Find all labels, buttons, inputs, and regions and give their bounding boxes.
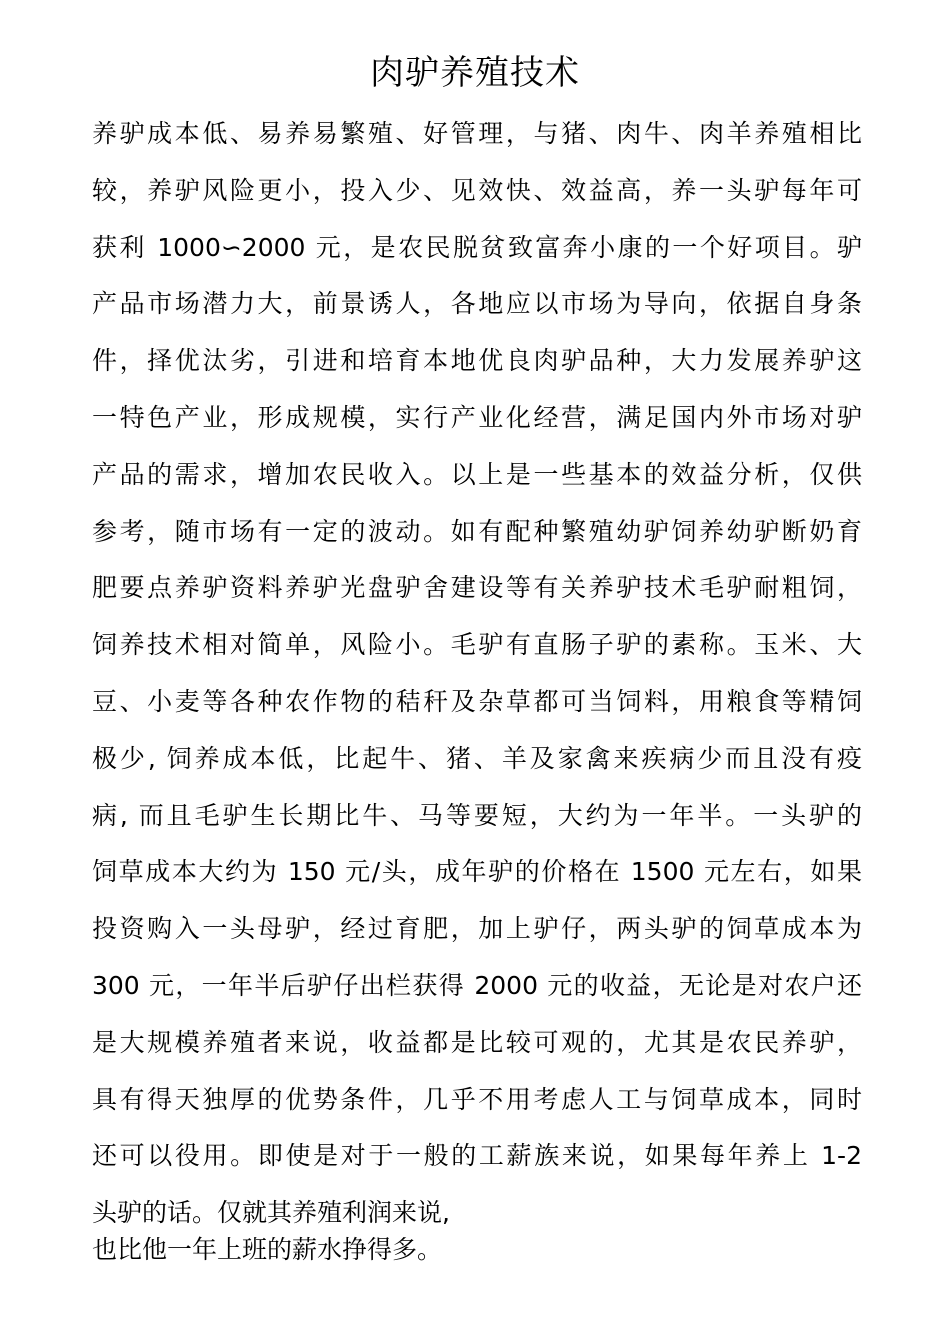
- body-line: 肥要点养驴资料养驴光盘驴舍建设等有关养驴技术毛驴耐粗饲，: [92, 573, 862, 603]
- body-line: 一特色产业，形成规模，实行产业化经营，满足国内外市场对驴: [92, 402, 862, 432]
- body-line: 获利 1000∽2000 元，是农民脱贫致富奔小康的一个好项目。驴: [92, 232, 862, 262]
- body-line: 豆、小麦等各种农作物的秸秆及杂草都可当饲料，用粮食等精饲: [92, 686, 862, 716]
- body-line: 病, 而且毛驴生长期比牛、马等要短，大约为一年半。一头驴的: [92, 800, 862, 830]
- body-line: 饲养技术相对简单，风险小。毛驴有直肠子驴的素称。玉米、大: [92, 630, 862, 660]
- body-line: 300 元，一年半后驴仔出栏获得 2000 元的收益，无论是对农户还: [92, 970, 862, 1000]
- body-line: 产品的需求，增加农民收入。以上是一些基本的效益分析，仅供: [92, 459, 862, 489]
- body-line: 较，养驴风险更小，投入少、见效快、效益高，养一头驴每年可: [92, 175, 862, 205]
- body-line: 饲草成本大约为 150 元/头，成年驴的价格在 1500 元左右，如果: [92, 857, 862, 887]
- body-line: 养驴成本低、易养易繁殖、好管理，与猪、肉牛、肉羊养殖相比: [92, 119, 862, 148]
- body-line: 极少, 饲养成本低，比起牛、猪、羊及家禽来疾病少而且没有疫: [92, 743, 862, 773]
- body-line: 具有得天独厚的优势条件，几乎不用考虑人工与饲草成本，同时: [92, 1084, 862, 1114]
- document-title: 肉驴养殖技术: [370, 53, 580, 93]
- body-line: 投资购入一头母驴，经过育肥，加上驴仔，两头驴的饲草成本为: [92, 914, 862, 944]
- body-line: 产品市场潜力大，前景诱人，各地应以市场为导向，依据自身条: [92, 289, 862, 319]
- body-line: 参考，随市场有一定的波动。如有配种繁殖幼驴饲养幼驴断奶育: [92, 516, 862, 546]
- closing-line: 也比他一年上班的薪水挣得多。: [92, 1235, 443, 1264]
- body-line: 头驴的话。仅就其养殖利润来说,: [92, 1198, 450, 1228]
- document-body: [92, 106, 862, 1242]
- body-line: 还可以役用。即使是对于一般的工薪族来说，如果每年养上 1-2: [92, 1141, 862, 1171]
- body-line: 是大规模养殖者来说，收益都是比较可观的，尤其是农民养驴，: [92, 1027, 862, 1057]
- body-line: 件，择优汰劣，引进和培育本地优良肉驴品种，大力发展养驴这: [92, 346, 862, 376]
